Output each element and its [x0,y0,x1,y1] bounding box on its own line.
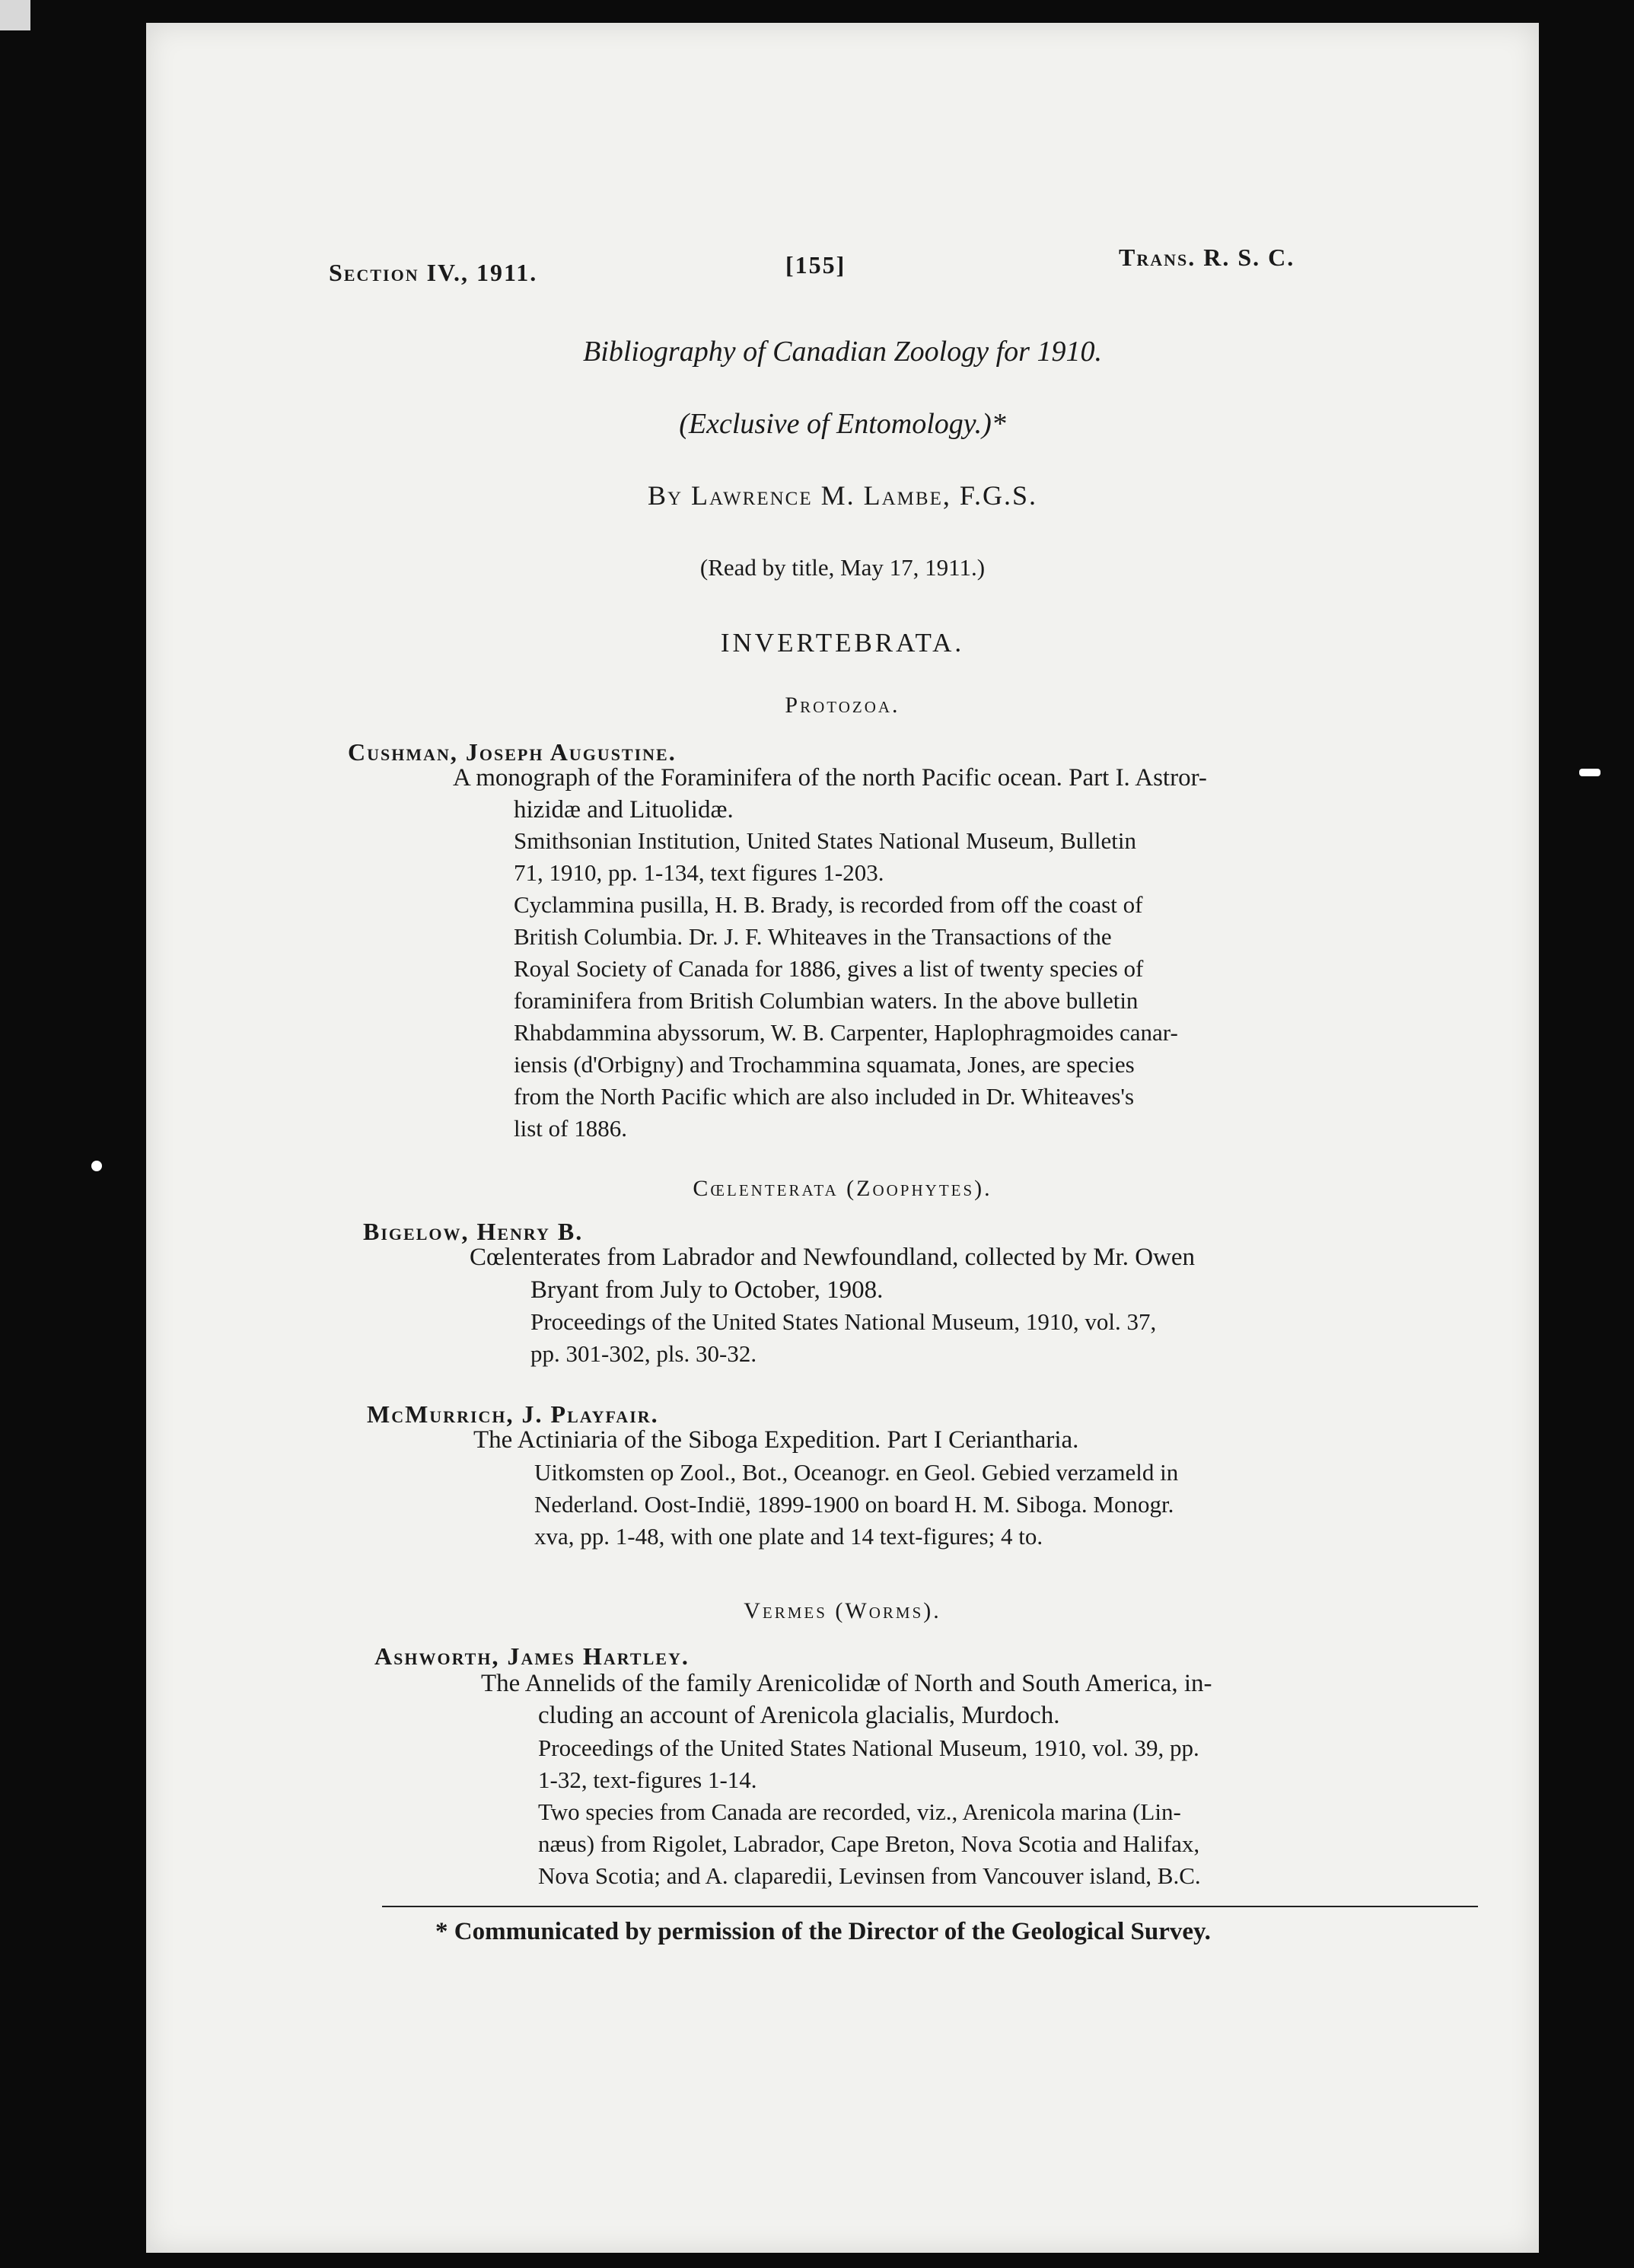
bigelow-title: Cœlenterates from Labrador and Newfoundland, collected by Mr. Owen [470,1244,1196,1271]
cushman-title-cont: hizidæ and Lituolidæ. [514,796,734,823]
author-byline: By Lawrence M. Lambe, F.G.S. [647,480,1038,511]
mcmurrich-source [534,1457,1486,1553]
footnote: * Communicated by permission of the Director of the Geological Survey. [435,1918,1211,1945]
cushman-title: A monograph of the Foraminifera of the north Pacific ocean. Part I. Astror- [453,764,1207,792]
source-line: Proceedings of the United States National Museum, 1910, vol. 37, [530,1308,1157,1335]
read-date: (Read by title, May 17, 1911.) [699,554,986,581]
note-line: Royal Society of Canada for 1886, gives a list of twenty species of [514,955,1144,982]
note-line: from the North Pacific which are also included in Dr. Whiteaves's [514,1083,1135,1110]
section-label: Section IV., 1911. [329,259,538,286]
cushman-source [514,825,1488,889]
page-number: [155] [785,251,846,279]
cushman-author: Cushman, Joseph Augustine. [348,738,677,766]
source-line: 1-32, text-figures 1-14. [538,1766,757,1793]
document-page [146,23,1539,2253]
mcmurrich-author: McMurrich, J. Playfair. [367,1400,659,1428]
ashworth-title: The Annelids of the family Arenicolidæ of North and South America, in- [481,1670,1212,1697]
protozoa-heading: Protozoa. [785,693,900,718]
source-line: Proceedings of the United States National Museum, 1910, vol. 39, pp. [538,1734,1199,1761]
ashworth-title-cont: cluding an account of Arenicola glacialis, Murdoch. [538,1702,1060,1729]
note-line: list of 1886. [514,1115,627,1142]
note-line: Nova Scotia; and A. claparedii, Levinsen from Vancouver island, B.C. [538,1862,1201,1889]
footnote-rule [382,1906,1478,1907]
source-line: pp. 301-302, pls. 30-32. [530,1340,757,1367]
scan-speck [1579,769,1601,776]
source-line: Smithsonian Institution, United States National Museum, Bulletin [514,827,1137,854]
note-line: iensis (d'Orbigny) and Trochammina squamata, Jones, are species [514,1051,1135,1078]
vermes-heading: Vermes (Worms). [744,1598,941,1623]
note-line: foraminifera from British Columbian waters. In the above bulletin [514,987,1139,1014]
source-line: xva, pp. 1-48, with one plate and 14 text-figures; 4 to. [534,1523,1043,1550]
ashworth-source [538,1732,1497,1796]
note-line: næus) from Rigolet, Labrador, Cape Breton, Nova Scotia and Halifax, [538,1830,1200,1857]
ashworth-note [538,1796,1497,1892]
invertebrata-heading: INVERTEBRATA. [720,628,965,658]
bibliography-title: Bibliography of Canadian Zoology for 1910. [583,336,1102,368]
note-line: Two species from Canada are recorded, viz., Arenicola marina (Lin- [538,1798,1181,1825]
coelenterata-heading: Cœlenterata (Zoophytes). [693,1176,992,1201]
journal-label: Trans. R. S. C. [1119,244,1295,271]
note-line: Rhabdammina abyssorum, W. B. Carpenter, Haplophragmoides canar- [514,1019,1178,1046]
note-line: British Columbia. Dr. J. F. Whiteaves in the Transactions of the [514,923,1112,950]
source-line: Nederland. Oost-Indië, 1899-1900 on board H. M. Siboga. Monogr. [534,1491,1174,1518]
mcmurrich-title: The Actiniaria of the Siboga Expedition. Part I Ceriantharia. [473,1426,1079,1454]
source-line: Uitkomsten op Zool., Bot., Oceanogr. en Geol. Gebied verzameld in [534,1459,1179,1486]
ashworth-author: Ashworth, James Hartley. [374,1642,690,1670]
bigelow-author: Bigelow, Henry B. [363,1218,584,1245]
source-line: 71, 1910, pp. 1-134, text figures 1-203. [514,859,884,886]
scan-corner [0,0,30,30]
bigelow-title-cont: Bryant from July to October, 1908. [530,1276,884,1304]
bigelow-source [530,1306,1482,1370]
scan-speck [91,1161,102,1171]
cushman-note [514,889,1488,1145]
exclusion-subtitle: (Exclusive of Entomology.)* [679,408,1006,440]
note-line: Cyclammina pusilla, H. B. Brady, is recorded from off the coast of [514,891,1143,918]
